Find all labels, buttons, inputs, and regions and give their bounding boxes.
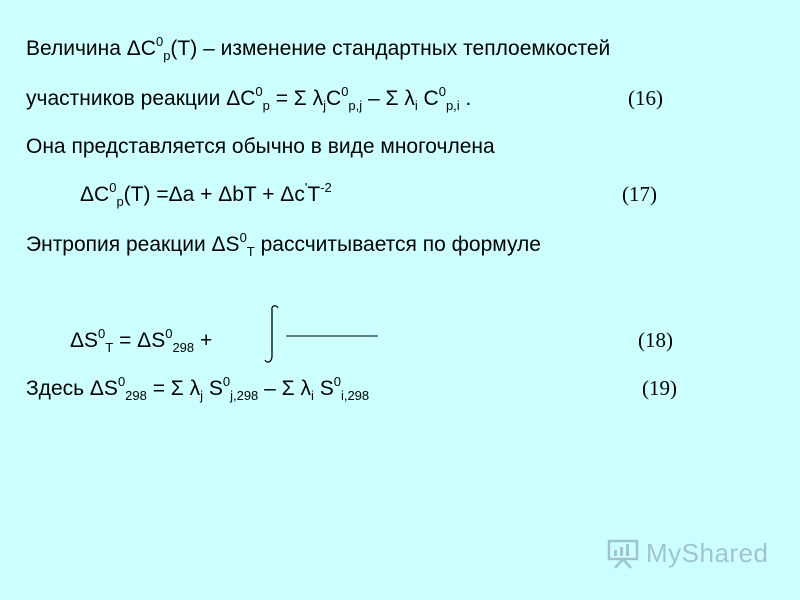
line5-a-sup: 0: [239, 230, 247, 245]
text-line-6: [70, 326, 213, 355]
presentation-board-icon: [606, 539, 640, 569]
line5-a-sub: T: [246, 244, 255, 259]
line2-c-sup: 0: [341, 84, 349, 99]
line2-c-sub: p,j: [348, 98, 363, 113]
line6-b-sub: 298: [172, 340, 195, 355]
line7-a-sub: 298: [125, 388, 147, 403]
line7-e-sup: 0: [333, 374, 341, 389]
line2-d: – Σ λ: [362, 87, 415, 110]
line7-d: – Σ λ: [258, 377, 311, 400]
line2-d-sub: i: [414, 98, 418, 113]
line4-a: ΔC: [80, 183, 110, 206]
text-line-7: [26, 374, 370, 403]
line7-d-sub: i: [310, 388, 314, 403]
equation-number-16: (16): [628, 86, 663, 110]
line2-e-sup: 0: [438, 84, 446, 99]
line7-e: S: [313, 377, 334, 400]
line6-c: +: [194, 329, 213, 352]
line5-a: Энтропия реакции ΔS: [26, 233, 240, 256]
line2-a-sup: 0: [255, 84, 263, 99]
integral-formula: [256, 292, 436, 382]
equation-number-17: (17): [622, 182, 657, 206]
line3-text: Она представляется обычно в виде многочлена: [26, 135, 495, 158]
line5-b: рассчитывается по формуле: [254, 233, 541, 256]
text-line-3: [26, 136, 495, 157]
line2-c: C: [326, 87, 342, 110]
line2-a: участников реакции ΔC: [26, 87, 256, 110]
line4-b-sup: ': [304, 180, 308, 195]
line4-a-sup: 0: [109, 180, 117, 195]
line7-b: = Σ λ: [146, 377, 201, 400]
line2-f: .: [459, 87, 472, 110]
line7-c: S: [203, 377, 223, 400]
line6-a-sup: 0: [98, 326, 106, 341]
watermark: [606, 538, 769, 569]
line7-c-sup: 0: [222, 374, 231, 389]
line2-b: = Σ λ: [269, 87, 324, 110]
line1-sub: p: [163, 48, 171, 63]
line7-a-sup: 0: [117, 374, 126, 389]
line2-b-sub: j: [323, 98, 327, 113]
text-line-1: [26, 34, 611, 63]
equation-number-19: (19): [642, 376, 677, 400]
text-line-2: [26, 84, 472, 113]
line1-pre: Величина ΔC: [26, 37, 156, 60]
text-line-4: [80, 180, 332, 209]
line7-b-sub: j: [200, 388, 204, 403]
line7-e-sub: i,298: [340, 388, 370, 403]
line4-b: (T) =Δa + ΔbT + Δc: [123, 183, 305, 206]
line4-a-sub: p: [116, 194, 124, 209]
equation-number-18: (18): [638, 328, 673, 352]
line6-b-sup: 0: [165, 326, 173, 341]
line7-c-sub: j,298: [230, 388, 259, 403]
line2-a-sub: p: [262, 98, 270, 113]
line7-a: Здесь ΔS: [26, 377, 118, 400]
text-line-5: [26, 230, 541, 259]
line2-e-sub: p,i: [445, 98, 460, 113]
line6-b: = ΔS: [113, 329, 166, 352]
line4-c: T: [307, 183, 321, 206]
integral-sign-icon: [265, 306, 278, 362]
line6-a-sub: T: [105, 340, 114, 355]
line1-sup: 0: [155, 34, 164, 49]
line2-e: C: [417, 87, 439, 110]
line6-a: ΔS: [70, 329, 99, 352]
line4-c-sup: -2: [320, 180, 332, 195]
line1-post: (T) – изменение стандартных теплоемкостей: [170, 37, 611, 60]
watermark-text: MyShared: [646, 538, 769, 568]
